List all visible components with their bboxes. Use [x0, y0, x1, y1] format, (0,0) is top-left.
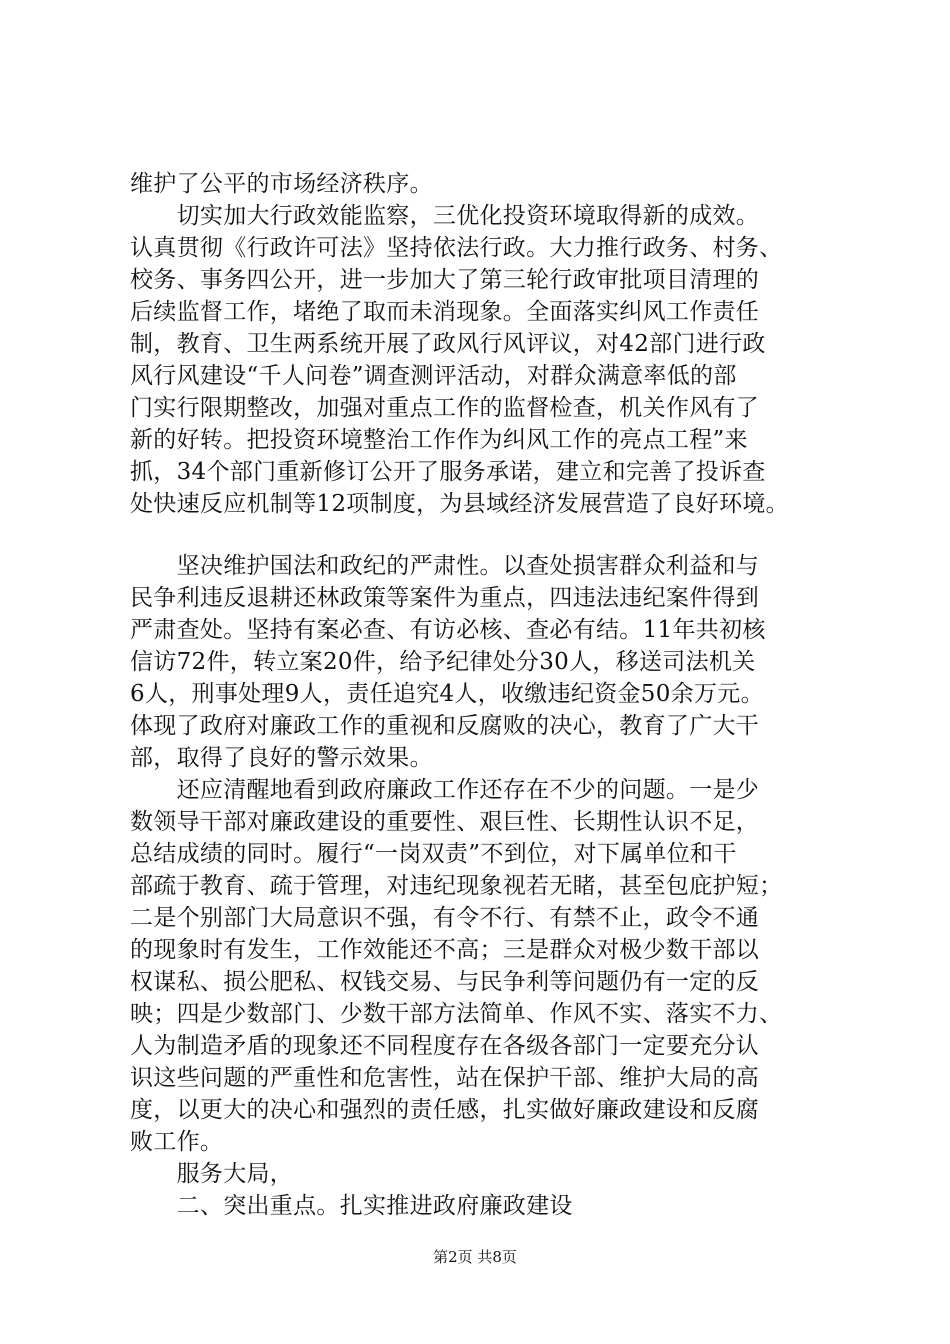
- page-footer: 第2页 共8页: [433, 1248, 517, 1266]
- text-line: 新的好转。把投资环境整治工作作为纠风工作的亮点工程”来: [130, 427, 748, 453]
- text-line: 度，以更大的决心和强烈的责任感，扎实做好廉政建设和反腐: [130, 1097, 760, 1123]
- text-line: 坚决维护国法和政纪的严肃性。以查处损害群众利益和与: [130, 553, 760, 579]
- text-line: 风行风建设“千人问卷”调查测评活动，对群众满意率低的部: [130, 363, 737, 389]
- text-line: 体现了政府对廉政工作的重视和反腐败的决心，教育了广大干: [130, 713, 760, 739]
- text-line: 二是个别部门大局意识不强，有令不行、有禁不止，政令不通: [130, 905, 760, 931]
- text-line: 二、突出重点。扎实推进政府廉政建设: [130, 1193, 573, 1219]
- paragraph: [130, 1190, 850, 1222]
- text-line: 门实行限期整改，加强对重点工作的监督检查，机关作风有了: [130, 395, 760, 421]
- text-line: 映；四是少数部门、少数干部方法简单、作风不实、落实不力、: [130, 1001, 783, 1027]
- paragraph: [130, 168, 850, 200]
- paragraph: [130, 1158, 850, 1190]
- text-line: 认真贯彻《行政许可法》坚持依法行政。大力推行政务、村务、: [130, 235, 783, 261]
- text-line: 总结成绩的同时。履行“一岗双责”不到位，对下属单位和干: [130, 841, 737, 867]
- text-line: 的现象时有发生，工作效能还不高；三是群众对极少数干部以: [130, 937, 760, 963]
- text-line: 切实加大行政效能监察，三优化投资环境取得新的成效。: [130, 203, 760, 229]
- text-line: 部，取得了良好的警示效果。: [130, 745, 433, 771]
- text-line: 严肃查处。坚持有案必查、有访必核、查必有结。11年共初核: [130, 617, 766, 643]
- text-line: 校务、事务四公开，进一步加大了第三轮行政审批项目清理的: [130, 267, 760, 293]
- paragraph-gap: [130, 520, 850, 550]
- text-line: 制，教育、卫生两系统开展了政风行风评议，对42部门进行政: [130, 331, 766, 357]
- text-line: 民争利违反退耕还林政策等案件为重点，四违法违纪案件得到: [130, 585, 760, 611]
- text-line: 人为制造矛盾的现象还不同程度存在各级各部门一定要充分认: [130, 1033, 760, 1059]
- text-line: 后续监督工作，堵绝了取而未消现象。全面落实纠风工作责任: [130, 299, 760, 325]
- text-line: 数领导干部对廉政建设的重要性、艰巨性、长期性认识不足，: [130, 809, 760, 835]
- text-line: 权谋私、损公肥私、权钱交易、与民争利等问题仍有一定的反: [130, 969, 760, 995]
- text-line: 6人，刑事处理9人，责任追究4人，收缴违纪资金50余万元。: [130, 681, 764, 707]
- text-line: 抓，34个部门重新修订公开了服务承诺，建立和完善了投诉查: [130, 459, 766, 485]
- text-line: 部疏于教育、疏于管理，对违纪现象视若无睹，甚至包庇护短；: [130, 873, 783, 899]
- text-line: 还应清醒地看到政府廉政工作还存在不少的问题。一是少: [130, 777, 760, 803]
- paragraph: [130, 550, 850, 774]
- text-line: 信访72件，转立案20件，给予纪律处分30人，移送司法机关: [130, 649, 756, 675]
- text-line: 维护了公平的市场经济秩序。: [130, 171, 433, 197]
- text-line: 识这些问题的严重性和危害性，站在保护干部、维护大局的高: [130, 1065, 760, 1091]
- document-body: [130, 168, 850, 1222]
- text-line: 服务大局，: [130, 1161, 294, 1187]
- text-line: 败工作。: [130, 1129, 224, 1155]
- text-line: 处快速反应机制等12项制度，为县域经济发展营造了良好环境。: [130, 491, 789, 517]
- paragraph: [130, 200, 850, 520]
- paragraph: [130, 774, 850, 1158]
